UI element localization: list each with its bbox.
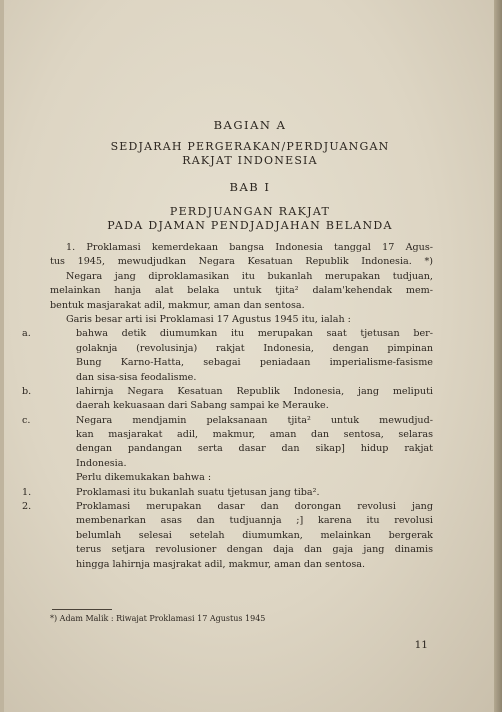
list-item-line: b. lahirnja Negara Kesatuan Republik Indonesia, jang meliputi [50,385,433,399]
list-item-line: hingga lahirnja masjrakat adil, makmur, aman dan sentosa. [76,558,366,570]
list-marker: c. [22,414,31,426]
list-item-line: Indonesia. [76,457,127,469]
list-item-line: dan sisa-sisa feodalisme. [76,371,197,383]
footnote-divider [52,609,112,610]
list-item-line: terus setjara revolusioner dengan daja dan gaja jang dinamis [76,544,433,556]
list-item-line: 2. Proklamasi merupakan dasar dan dorongan revolusi jang [50,500,433,514]
list-item-line: kan masjarakat adil, makmur, aman dan sentosa, selaras [76,429,433,441]
list-item-line: Bung Karno-Hatta, sebagai peniadaan imperialisme-fasisme [76,357,433,369]
list-item-line: a. bahwa detik diumumkan itu merupakan saat tjetusan ber- [50,327,433,341]
part-heading: BAGIAN A [213,118,287,132]
page-binding-shadow [0,0,4,712]
text-line: 1. Proklamasi kemerdekaan bangsa Indonesia tanggal 17 Agus- [66,242,433,253]
list-item-line: daerah kekuasaan dari Sabang sampai ke Merauke. [76,400,329,412]
list-marker: 2. [22,501,32,513]
text-line: bentuk masjarakat adil, makmur, aman dan sentosa. [50,299,305,311]
list-marker: a. [22,328,31,340]
page-number: 11 [414,639,428,651]
text-line: Perlu dikemukakan bahwa : [76,472,212,484]
list-marker: 1. [22,486,32,498]
text-line: Garis besar arti isi Proklamasi 17 Agustus 1945 itu, ialah : [66,313,351,325]
list-item-line: belumlah selesai setelah diumumkan, melainkan bergerak [76,529,433,541]
text-line: tus 1945, mewudjudkan Negara Kesatuan Republik Indonesia. *) [50,256,433,268]
part-title-line-1: SEDJARAH PERGERAKAN/PERDJUANGAN [110,140,390,153]
list-marker: b. [22,385,32,397]
chapter-heading: BAB I [229,180,271,194]
list-item-line: golaknja (revolusinja) rakjat Indonesia, dengan pimpinan [76,342,433,354]
list-item-line: 1. Proklamasi itu bukanlah suatu tjetusan jang tiba². [50,486,433,500]
chapter-title-line-1: PERDJUANGAN RAKJAT [169,205,331,218]
footnote: *) Adam Malik : Riwajat Proklamasi 17 Agustus 1945 [50,614,266,623]
chapter-title-line-2: PADA DJAMAN PENDJADJAHAN BELANDA [107,219,393,232]
list-item-line: c. Negara mendjamin pelaksanaan tjita² untuk mewudjud- [50,414,433,428]
text-line: Negara jang diproklamasikan itu bukanlah merupakan tudjuan, [66,270,433,282]
page-edge-shadow [494,0,502,712]
paragraph-number: 1. [66,242,76,253]
list-item-line: membenarkan asas dan tudjuannja ;] karena itu revolusi [76,515,433,527]
body-text [22,241,433,572]
part-title-line-2: RAKJAT INDONESIA [182,154,318,167]
text-line: melainkan hanja alat belaka untuk tjita² dalam'kehendak mem- [50,285,433,297]
list-item-line: dengan pandangan serta dasar dan sikap] hidup rakjat [76,443,433,455]
